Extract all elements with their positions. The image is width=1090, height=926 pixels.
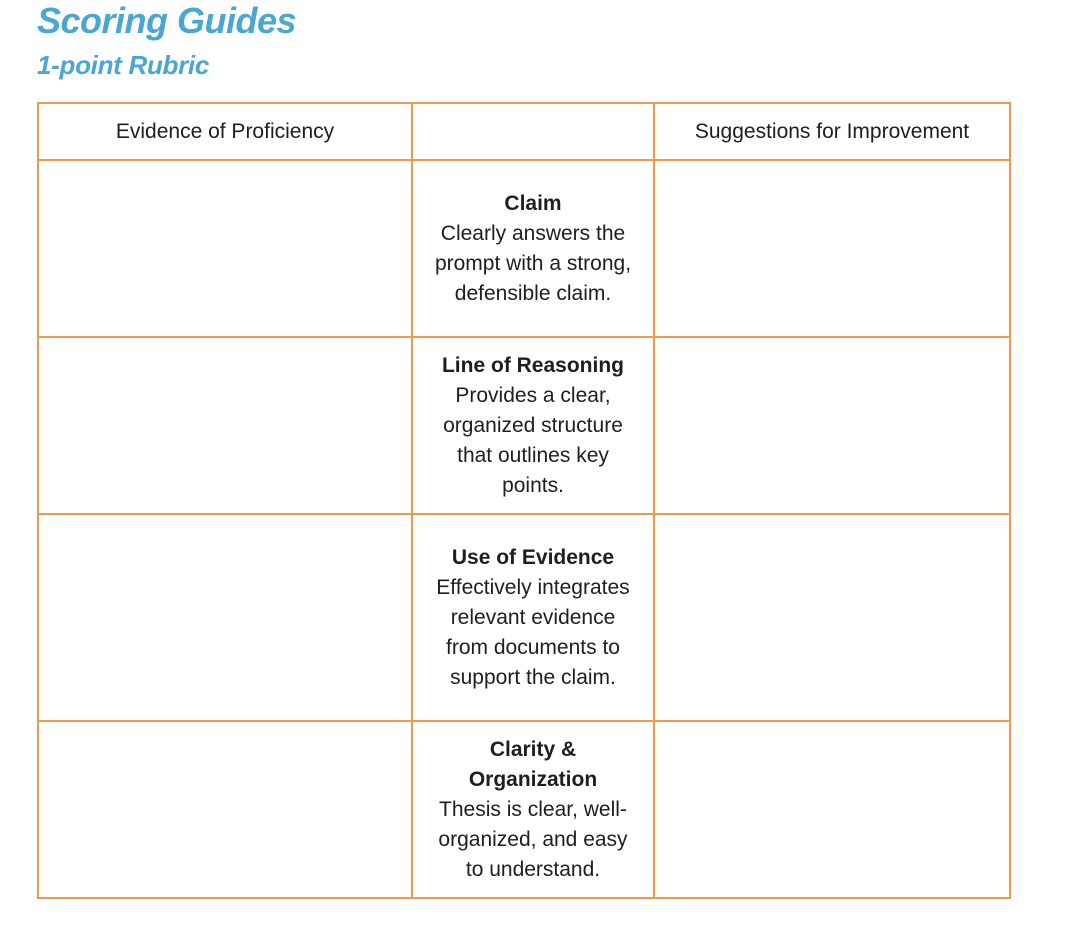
criterion-cell bbox=[412, 721, 654, 898]
table-header-row bbox=[38, 103, 1010, 160]
column-header-evidence: Evidence of Proficiency bbox=[38, 103, 412, 160]
suggestion-cell[interactable] bbox=[654, 160, 1010, 337]
table-row bbox=[38, 514, 1010, 721]
evidence-cell[interactable] bbox=[38, 337, 412, 514]
criterion-cell bbox=[412, 337, 654, 514]
criterion-description: Provides a clear, organized structure that outlines key points. bbox=[443, 383, 623, 497]
criterion-name: Clarity & Organization bbox=[468, 737, 598, 791]
page-subtitle: 1-point Rubric bbox=[37, 50, 210, 80]
rubric-table bbox=[37, 102, 1011, 899]
evidence-cell[interactable] bbox=[38, 721, 412, 898]
suggestion-cell[interactable] bbox=[654, 514, 1010, 721]
criterion-description: Effectively integrates relevant evidence from documents to support the claim. bbox=[436, 575, 630, 689]
table-row bbox=[38, 721, 1010, 898]
column-header-suggestions: Suggestions for Improvement bbox=[654, 103, 1010, 160]
suggestion-cell[interactable] bbox=[654, 337, 1010, 514]
table-row bbox=[38, 160, 1010, 337]
criterion-cell bbox=[412, 514, 654, 721]
evidence-cell[interactable] bbox=[38, 514, 412, 721]
criterion-name: Line of Reasoning bbox=[441, 353, 624, 377]
criterion-description: Clearly answers the prompt with a strong, defensible claim. bbox=[434, 221, 632, 305]
evidence-cell[interactable] bbox=[38, 160, 412, 337]
page-title: Scoring Guides bbox=[37, 0, 297, 41]
criterion-cell bbox=[412, 160, 654, 337]
table-row bbox=[38, 337, 1010, 514]
column-header-criteria bbox=[412, 103, 654, 160]
criterion-description: Thesis is clear, well-organized, and easy to understand. bbox=[438, 797, 628, 881]
criterion-name: Claim bbox=[504, 191, 562, 215]
suggestion-cell[interactable] bbox=[654, 721, 1010, 898]
criterion-name: Use of Evidence bbox=[451, 545, 615, 569]
